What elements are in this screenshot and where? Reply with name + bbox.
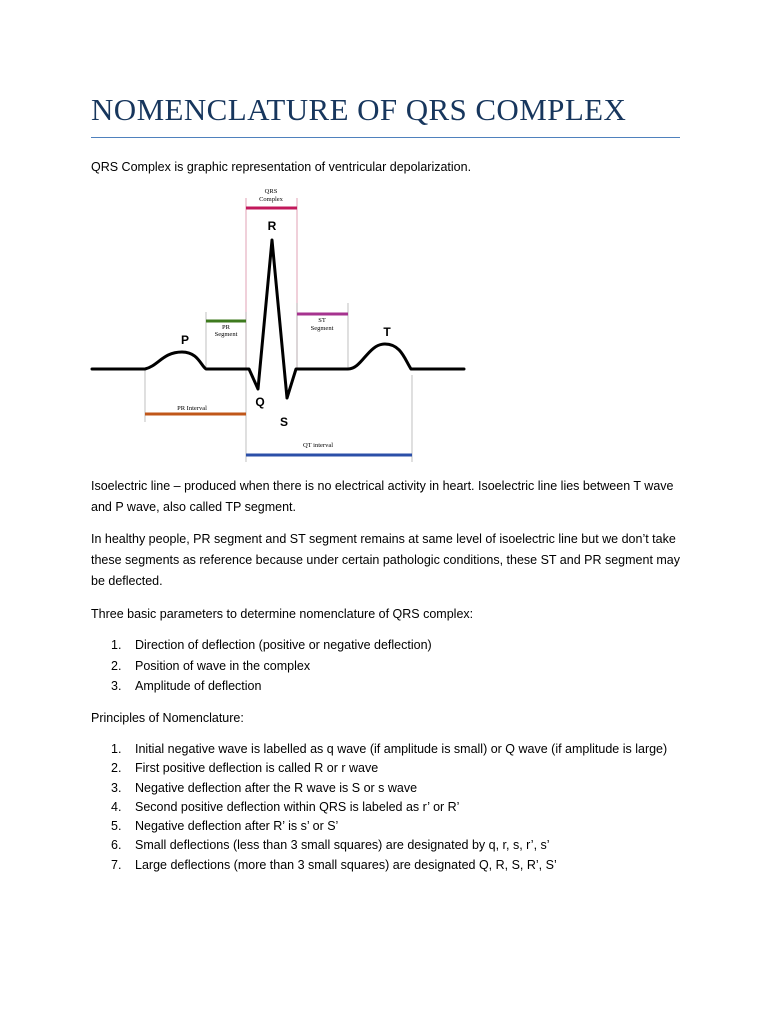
segments-paragraph: In healthy people, PR segment and ST segment remains at same level of isoelectric line but we don’t take these segments as reference because under certain pathologic conditions, these ST and PR segment may be deflected. xyxy=(91,532,681,588)
list-item-text: Position of wave in the complex xyxy=(135,658,311,673)
principles-list xyxy=(111,740,667,875)
qt-interval-marker xyxy=(246,375,412,462)
qrs-complex-marker xyxy=(246,188,297,368)
qt-interval-label: QT interval xyxy=(302,442,334,449)
ecg-trace xyxy=(92,240,464,398)
list-item-text: Direction of deflection (positive or negative deflection) xyxy=(135,638,432,652)
list-item xyxy=(111,676,432,697)
wave-p-label: P xyxy=(180,333,190,347)
wave-r-label: R xyxy=(267,219,277,233)
list-item xyxy=(111,635,432,656)
list-item-text: Negative deflection after the R wave is S or s wave xyxy=(135,780,418,795)
page-title: NOMENCLATURE OF QRS COMPLEX xyxy=(91,92,627,127)
wave-t-label: T xyxy=(383,325,391,339)
list-item xyxy=(111,856,667,875)
wave-q-label: Q xyxy=(255,395,265,409)
ecg-diagram xyxy=(88,182,473,464)
list-item-number: 2. xyxy=(111,761,122,776)
st-segment-label-line2: Segment xyxy=(310,325,334,332)
pr-interval-marker xyxy=(145,368,246,422)
list-item-number: 3. xyxy=(111,679,122,693)
isoelectric-paragraph: Isoelectric line – produced when there is no electrical activity in heart. Isoelectric line lies between T wave and P wave, also called TP segment. xyxy=(91,479,674,514)
list-item-number: 6. xyxy=(111,838,122,853)
list-item-number: 7. xyxy=(111,857,122,872)
pr-segment-label-line1: PR xyxy=(222,324,230,331)
wave-s-label: S xyxy=(279,415,289,429)
intro-text: QRS Complex is graphic representation of ventricular depolarization. xyxy=(91,160,472,174)
list-item-text: Amplitude of deflection xyxy=(135,679,262,693)
st-segment-label-line1: ST xyxy=(318,317,326,324)
pr-segment-label-line2: Segment xyxy=(214,331,238,338)
list-item-text: Second positive deflection within QRS is labeled as r’ or R’ xyxy=(135,799,460,814)
title-underline xyxy=(91,137,680,138)
list-item-text: Large deflections (more than 3 small squares) are designated Q, R, S, R’, S’ xyxy=(135,857,557,872)
principles-heading: Principles of Nomenclature: xyxy=(91,711,244,725)
parameters-intro: Three basic parameters to determine nomenclature of QRS complex: xyxy=(91,607,474,621)
list-item-number: 4. xyxy=(111,799,122,814)
list-item xyxy=(111,779,667,798)
list-item-number: 2. xyxy=(111,658,122,673)
pr-interval-label: PR Interval xyxy=(177,405,207,412)
parameters-list xyxy=(111,635,432,697)
list-item-text: First positive deflection is called R or r wave xyxy=(135,761,379,776)
st-segment-marker xyxy=(297,303,348,368)
list-item-text: Negative deflection after R’ is s’ or S’ xyxy=(135,819,339,834)
list-item-number: 3. xyxy=(111,780,122,795)
list-item-number: 5. xyxy=(111,819,122,834)
list-item xyxy=(111,798,667,817)
list-item-text: Small deflections (less than 3 small squares) are designated by q, r, s, r’, s’ xyxy=(135,838,550,853)
list-item xyxy=(111,817,667,836)
list-item xyxy=(111,836,667,855)
pr-segment-marker xyxy=(206,312,246,368)
list-item-number: 1. xyxy=(111,638,122,652)
list-item-number: 1. xyxy=(111,742,122,756)
qrs-complex-label-line1: QRS xyxy=(264,188,278,195)
list-item xyxy=(111,740,667,759)
qrs-complex-label-line2: Complex xyxy=(259,196,283,203)
list-item xyxy=(111,759,667,778)
list-item-text: Initial negative wave is labelled as q wave (if amplitude is small) or Q wave (if amplitude is large) xyxy=(135,742,668,756)
list-item xyxy=(111,656,432,677)
